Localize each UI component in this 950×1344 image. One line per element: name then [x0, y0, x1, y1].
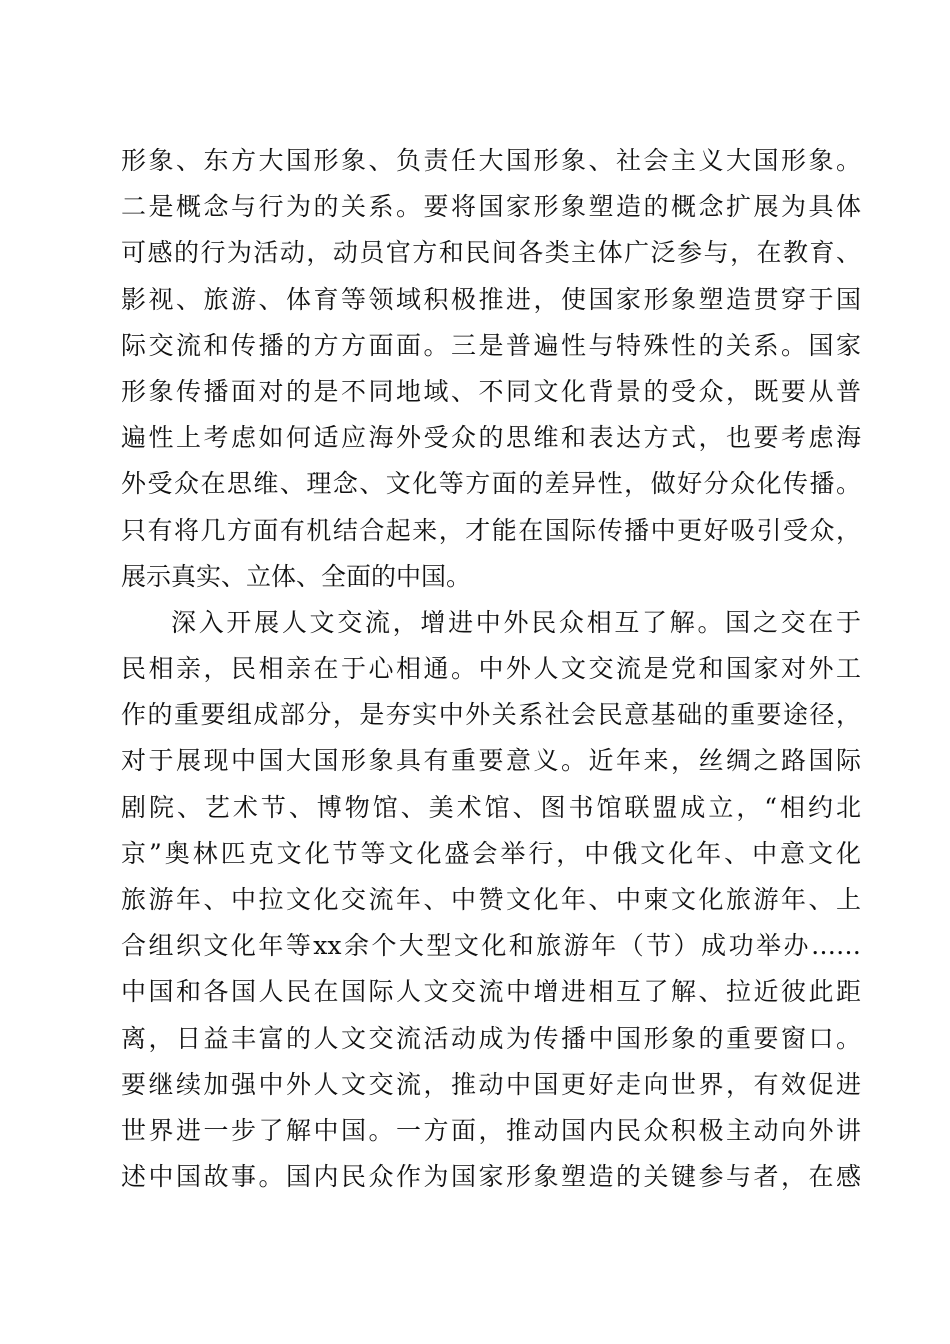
text-line: 可感的行为活动，动员官方和民间各类主体广泛参与，在教育、	[121, 238, 861, 268]
text-line: 遍性上考虑如何适应海外受众的思维和表达方式，也要考虑海	[121, 423, 861, 453]
text-line: 对于展现中国大国形象具有重要意义。近年来，丝绸之路国际	[121, 746, 861, 776]
body-text	[121, 138, 861, 1200]
text-line: 世界进一步了解中国。一方面，推动国内民众积极主动向外讲	[121, 1115, 861, 1145]
text-line: 民相亲，民相亲在于心相通。中外人文交流是党和国家对外工	[121, 654, 861, 684]
paragraph-continuation	[121, 138, 861, 600]
text-line: 旅游年、中拉文化交流年、中赞文化年、中柬文化旅游年、上	[121, 885, 861, 914]
text-line: 形象传播面对的是不同地域、不同文化背景的受众，既要从普	[121, 376, 861, 406]
text-line: 只有将几方面有机结合起来，才能在国际传播中更好吸引受众，	[121, 515, 861, 545]
text-line: 中国和各国人民在国际人文交流中增进相互了解、拉近彼此距	[121, 977, 861, 1007]
text-line: 剧院、艺术节、博物馆、美术馆、图书馆联盟成立，“相约北	[121, 792, 861, 822]
text-line: 合组织文化年等xx余个大型文化和旅游年（节）成功举办……	[121, 931, 861, 961]
text-line: 离，日益丰富的人文交流活动成为传播中国形象的重要窗口。	[121, 1023, 861, 1053]
text-line: 述中国故事。国内民众作为国家形象塑造的关键参与者，在感	[121, 1162, 861, 1192]
paragraph-cultural-exchange	[121, 600, 861, 1200]
text-line: 影视、旅游、体育等领域积极推进，使国家形象塑造贯穿于国	[121, 284, 861, 314]
text-line: 京”奥林匹克文化节等文化盛会举行，中俄文化年、中意文化	[121, 838, 861, 868]
text-line: 形象、东方大国形象、负责任大国形象、社会主义大国形象。	[121, 146, 861, 175]
text-line: 际交流和传播的方方面面。三是普遍性与特殊性的关系。国家	[121, 330, 861, 360]
text-line: 外受众在思维、理念、文化等方面的差异性，做好分众化传播。	[121, 469, 861, 499]
text-line: 二是概念与行为的关系。要将国家形象塑造的概念扩展为具体	[121, 192, 861, 222]
text-line: 作的重要组成部分，是夯实中外关系社会民意基础的重要途径，	[121, 700, 861, 730]
text-line: 深入开展人文交流，增进中外民众相互了解。国之交在于	[171, 607, 861, 637]
text-line: 展示真实、立体、全面的中国。	[121, 561, 472, 591]
text-line: 要继续加强中外人文交流，推动中国更好走向世界，有效促进	[121, 1069, 861, 1099]
